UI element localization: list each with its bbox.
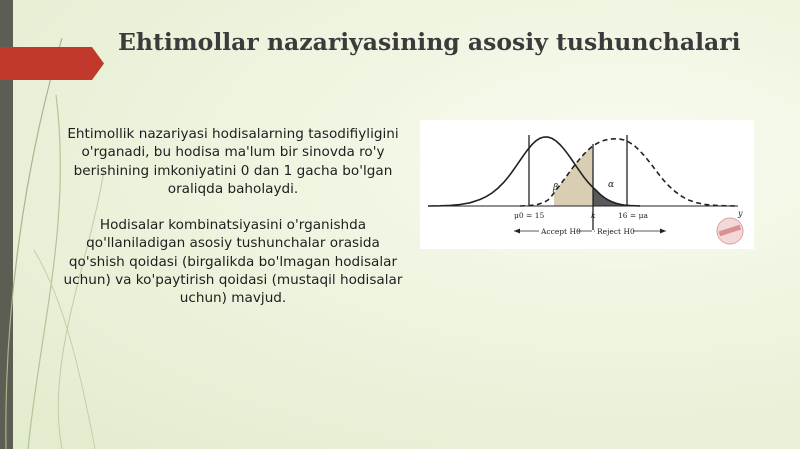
reject-label: Reject H0 xyxy=(597,227,635,236)
paragraph-definition: Ehtimollik nazariyasi hodisalarning tasodifiyligini o'rganadi, bu hodisa ma'lum bir sinovda ro'y berishining imkoniyatini 0 dan 1 gacha bo'lgan oraliqda baholaydi. xyxy=(67,126,399,197)
accept-label: Accept H0 xyxy=(541,227,581,236)
paragraph-rules: Hodisalar kombinatsiyasini o'rganishda qo'llaniladigan asosiy tushunchalar orasida qo'shish qoidasi (birgalikda bo'lmagan hodisalar uchun) va ko'paytirish qoidasi (mustaqil hodisalar uchun) mavjud. xyxy=(63,217,403,307)
y-axis-label: y xyxy=(738,209,743,218)
beta-region xyxy=(554,147,593,206)
mua-label: 16 = μa xyxy=(618,211,648,220)
slide-body-text xyxy=(57,125,409,308)
alternative-distribution-curve xyxy=(520,139,736,206)
title-accent-arrow xyxy=(0,47,104,80)
mu0-label: μ0 = 15 xyxy=(514,211,545,220)
beta-label: β xyxy=(553,183,559,193)
slide-title: Ehtimollar nazariyasining asosiy tushunchalari xyxy=(118,28,741,56)
accept-arrowhead xyxy=(514,229,520,234)
reject-arrowhead xyxy=(660,229,666,234)
k-label: k xyxy=(591,211,596,220)
hypothesis-test-figure xyxy=(420,120,754,249)
null-distribution-curve xyxy=(428,137,640,206)
watermark-stamp xyxy=(717,218,743,244)
normal-distribution-diagram xyxy=(420,120,754,249)
alpha-label: α xyxy=(608,180,615,190)
